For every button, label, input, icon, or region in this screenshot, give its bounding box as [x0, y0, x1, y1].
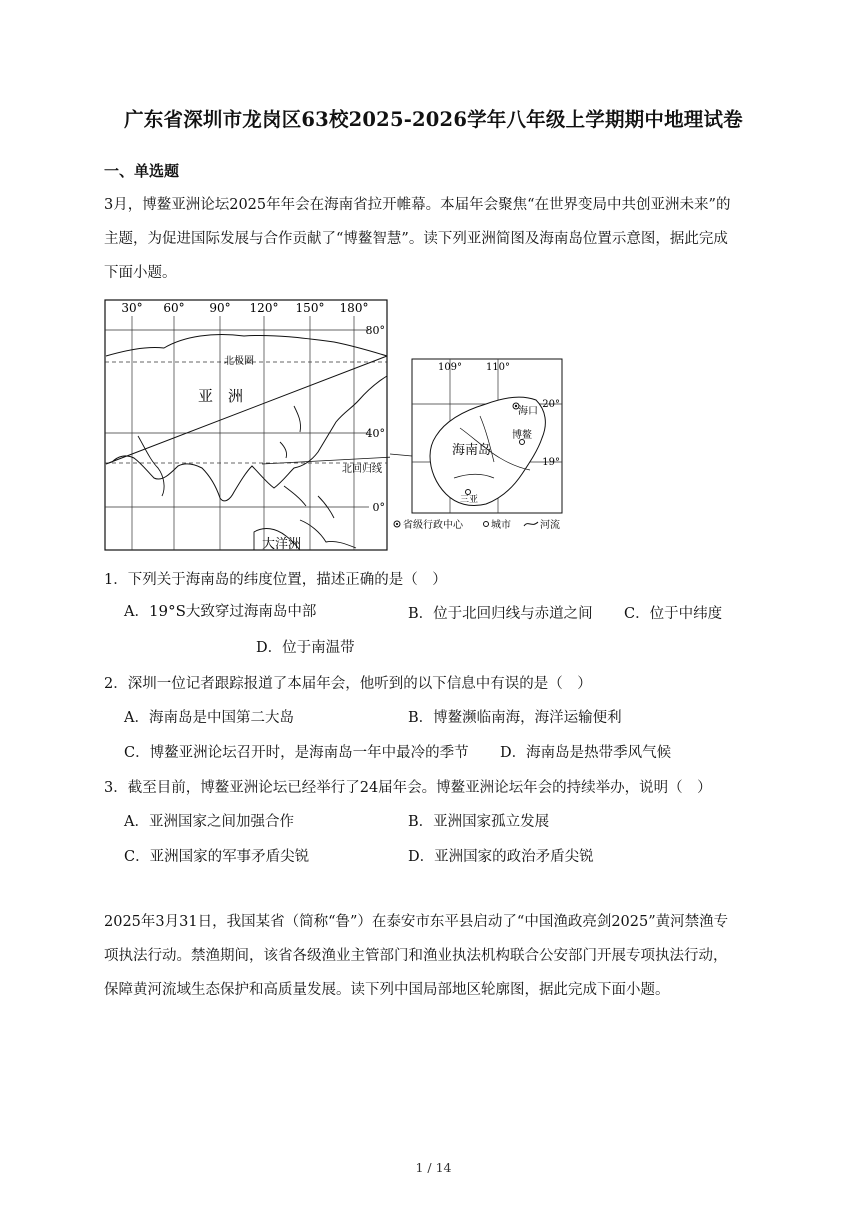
inset-lon-110: 110° — [485, 362, 511, 373]
lon-label-150: 150° — [295, 301, 325, 315]
question-2-option-c[interactable]: C．博鳌亚洲论坛召开时，是海南岛一年中最冷的季节 — [124, 745, 469, 761]
inset-lon-109: 109° — [437, 362, 463, 373]
sanya-label: 三亚 — [460, 495, 479, 505]
question-1-option-c[interactable]: C．位于中纬度 — [624, 606, 723, 622]
question-1-option-b[interactable]: B．位于北回归线与赤道之间 — [408, 606, 593, 622]
intro2-line: 保障黄河流域生态保护和高质量发展。读下列中国局部地区轮廓图，据此完成下面小题。 — [104, 982, 670, 998]
hainan-label: 海南岛 — [452, 443, 492, 458]
question-3-option-d[interactable]: D．亚洲国家的政治矛盾尖锐 — [408, 849, 594, 865]
oceania-label: 大洋洲 — [262, 537, 302, 552]
question-2-option-b[interactable]: B．博鳌濒临南海，海洋运输便利 — [408, 710, 622, 726]
lon-label-30: 30° — [121, 301, 143, 315]
inset-lat-19: 19° — [542, 457, 560, 468]
asia-map — [104, 296, 390, 552]
lon-label-180: 180° — [339, 301, 369, 315]
intro-line: 下面小题。 — [104, 265, 177, 281]
page-number: 1 / 14 — [415, 1160, 452, 1175]
question-3-option-b[interactable]: B．亚洲国家孤立发展 — [408, 814, 550, 830]
intro-line: 主题，为促进国际发展与合作贡献了“博鳌智慧”。读下列亚洲简图及海南岛位置示意图，据此完成 — [104, 231, 728, 247]
lon-label-90: 90° — [209, 301, 231, 315]
lat-label-80: 80° — [365, 324, 385, 337]
asia-label: 亚 洲 — [198, 387, 244, 405]
map-frame — [105, 300, 387, 550]
question-2-option-a[interactable]: A．海南岛是中国第二大岛 — [124, 710, 294, 726]
intro-line: 3月，博鳌亚洲论坛2025年年会在海南省拉开帷幕。本届年会聚焦“在世界变局中共创亚洲未来”的 — [104, 197, 731, 213]
question-1-stem: 1．下列关于海南岛的纬度位置，描述正确的是（ ） — [104, 572, 447, 588]
intro2-paragraph — [104, 905, 768, 1007]
intro2-line: 2025年3月31日，我国某省（简称“鲁”）在泰安市东平县启动了“中国渔政亮剑2025”黄河禁渔专 — [104, 914, 729, 930]
question-1-option-d[interactable]: D．位于南温带 — [256, 640, 355, 656]
legend-capital-icon-dot — [396, 523, 398, 525]
legend-river-label: 河流 — [540, 520, 560, 531]
lat-label-40: 40° — [365, 427, 385, 440]
inset-lat-20: 20° — [542, 399, 560, 410]
section-heading: 一、单选题 — [104, 162, 180, 180]
haikou-marker-dot — [515, 405, 517, 407]
boao-label: 博鳌 — [512, 430, 532, 441]
hainan-inset-map — [390, 358, 600, 534]
question-1-option-a[interactable] — [124, 600, 316, 621]
lon-label-60: 60° — [163, 301, 185, 315]
legend-river-icon — [524, 522, 538, 526]
option-a-text: 大致穿过海南岛中部 — [185, 604, 317, 620]
option-a-symbol: 19°S — [148, 602, 186, 620]
legend-city-label: 城市 — [491, 520, 511, 531]
lon-label-120: 120° — [249, 301, 279, 315]
legend-capital-label: 省级行政中心 — [403, 520, 463, 531]
arctic-circle-label: 北极圈 — [224, 356, 254, 367]
haikou-label: 海口 — [518, 406, 538, 417]
page-title: 广东省深圳市龙岗区63校2025-2026学年八年级上学期期中地理试卷 — [124, 108, 743, 131]
question-2-stem: 2．深圳一位记者跟踪报道了本届年会，他听到的以下信息中有误的是（ ） — [104, 676, 592, 692]
option-a-prefix: A． — [124, 604, 149, 620]
tropic-label: 北回归线 — [342, 464, 382, 475]
question-3-option-c[interactable]: C．亚洲国家的军事矛盾尖锐 — [124, 849, 310, 865]
lat-label-0: 0° — [372, 501, 385, 514]
intro-paragraph — [104, 188, 768, 290]
legend-city-icon — [484, 522, 489, 527]
connector-line-end — [390, 454, 412, 456]
intro2-line: 项执法行动。禁渔期间，该省各级渔业主管部门和渔业执法机构联合公安部门开展专项执法行动， — [104, 948, 728, 964]
question-3-stem: 3．截至目前，博鳌亚洲论坛已经举行了24届年会。博鳌亚洲论坛年会的持续举办，说明（ ） — [104, 780, 712, 796]
question-3-option-a[interactable]: A．亚洲国家之间加强合作 — [124, 814, 294, 830]
question-2-option-d[interactable]: D．海南岛是热带季风气候 — [500, 745, 672, 761]
